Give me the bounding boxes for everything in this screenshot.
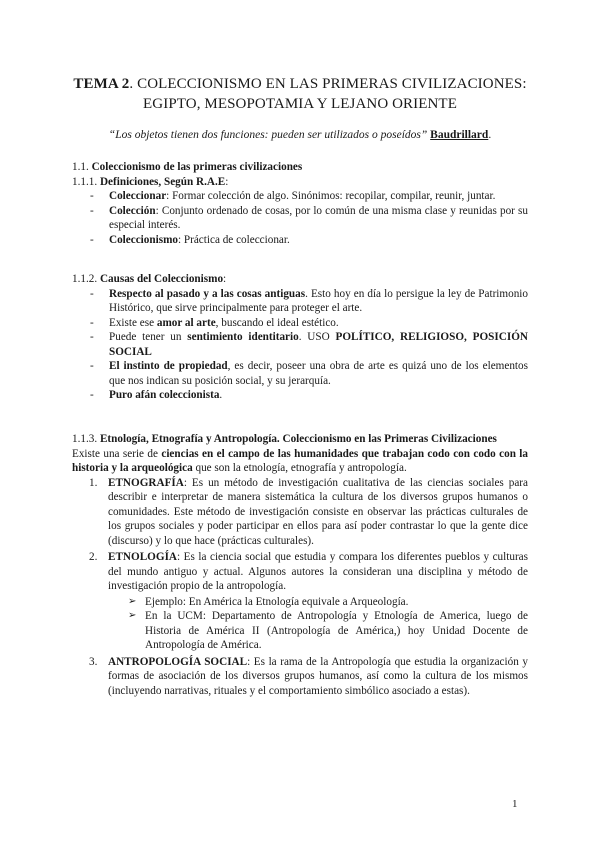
list-item: [72, 655, 528, 699]
cause-bold: Puro afán coleccionista: [109, 389, 220, 401]
cause-text: . Esto hoy en día lo persigue la ley de Patrimonio Histórico, que sirve principalmente para proteger el arte.: [109, 287, 528, 314]
cause-text: . USO: [298, 331, 336, 343]
def-term: Coleccionismo: [109, 233, 178, 246]
def-term: Coleccionar: [109, 190, 167, 202]
science-text: : Es la rama de la Antropología que estudia la organización y formas de asociación de los diversos grupos humanos, así como la cultura de los mismos (incluyendo narrativas, rituales y el comportamiento simbólico asociado a estas).: [108, 655, 528, 697]
arrow-bullet-icon: ➢: [128, 595, 137, 607]
item-number: 3.: [89, 655, 98, 668]
science-text: : Es un método de investigación cualitativa de las ciencias sociales para describir e interpretar de manera sistemática la cultura de los diversos grupos humanos o comunidades. Este método de investigación consiste en observar las prácticas culturales de los grupos sociales y poder participar en ellos para así poder contrastar lo que la gente dice (discurso) y lo que hace (prácticas culturales).: [108, 476, 528, 547]
heading-1-1-num: 1.1.: [72, 161, 92, 173]
causes-list: [72, 287, 528, 403]
heading-1-1-title: Coleccionismo de las primeras civilizaciones: [91, 161, 303, 173]
cause-text: Puede tener un: [109, 331, 188, 343]
science-text: : Es la ciencia social que estudia y compara los diferentes pueblos y culturas del mundo antiguo y actual. Algunos autores la consideran una disciplina y método de investigación propio de la antropología.: [108, 551, 528, 592]
def-text: : Formar colección de algo. Sinónimos: recopilar, compilar, reunir, juntar.: [166, 190, 496, 202]
epigraph-quote: [60, 128, 540, 143]
arrow-bullet-icon: ➢: [128, 610, 137, 621]
science-term: ETNOLOGÍA: [108, 551, 178, 563]
heading-1-1-2: [72, 272, 528, 287]
heading-1-1-3-num: 1.1.3.: [72, 433, 100, 445]
heading-1-1-2-end: :: [223, 273, 227, 285]
list-item: [72, 550, 528, 653]
list-item: [72, 233, 528, 248]
section-sciences: [72, 432, 528, 700]
heading-1-1-2-title: Causas del Coleccionismo: [99, 273, 224, 285]
subpoint-text: En la UCM: Departamento de Antropología y Etnología de America, luego de Historia de América II (Antropología de América,) hoy Unidad Docente de Antropología de América.: [145, 610, 528, 651]
def-term: Colección: [109, 204, 156, 217]
list-item: [72, 204, 528, 233]
subpoint-text: Ejemplo: En América la Etnología equivale a Arqueología.: [145, 595, 409, 608]
cause-text: Existe ese: [109, 316, 157, 329]
quote-end: .: [488, 129, 492, 141]
heading-1-1-1-end: :: [225, 175, 229, 188]
cause-text: , buscando el ideal estético.: [215, 316, 339, 329]
intro-post: que son la etnología, etnografía y antropología.: [192, 462, 407, 474]
title-line2: EGIPTO, MESOPOTAMIA Y LEJANO ORIENTE: [143, 96, 457, 112]
subpoints-list: [128, 595, 528, 653]
def-text: : Conjunto ordenado de cosas, por lo común de una misma clase y reunidas por su especial interés.: [109, 204, 528, 231]
cause-bold: amor al arte: [156, 316, 216, 329]
cause-text: , es decir, poseer una obra de arte es quizá uno de los elementos que nos indican su posición social, y su jerarquía.: [109, 360, 528, 387]
cause-text: .: [219, 389, 223, 401]
list-item: [72, 316, 528, 331]
title-rest: . COLECCIONISMO EN LAS PRIMERAS CIVILIZACIONES:: [129, 76, 527, 92]
heading-1-1-1-num: 1.1.1.: [72, 175, 100, 188]
intro-pre: Existe una serie de: [72, 447, 162, 460]
list-item: [128, 595, 528, 610]
quote-text: “Los objetos tienen dos funciones: pueden ser utilizados o poseídos”: [108, 129, 428, 141]
title-tema: TEMA 2: [73, 76, 130, 92]
sciences-list: [72, 476, 528, 699]
def-text: : Práctica de coleccionar.: [177, 233, 290, 246]
page-number: 1: [512, 798, 518, 810]
intro-bold: ciencias en el campo de las humanidades que trabajan codo con codo con la historia y la arqueológica: [72, 447, 529, 474]
science-term: ANTROPOLOGÍA SOCIAL: [108, 655, 248, 668]
cause-bold: POLÍTICO, RELIGIOSO, POSICIÓN SOCIAL: [109, 331, 528, 358]
heading-1-1-2-num: 1.1.2.: [72, 273, 100, 285]
heading-1-1-1-title: Definiciones, Según R.A.E: [99, 175, 226, 188]
list-item: [72, 330, 528, 359]
list-item: [72, 476, 528, 549]
document-title: [40, 74, 560, 114]
heading-1-1-3-title: Etnología, Etnografía y Antropología. Coleccionismo en las Primeras Civilizaciones: [99, 433, 497, 445]
list-item: [72, 287, 528, 316]
section-definitions: [72, 160, 528, 247]
list-item: [128, 609, 528, 653]
definitions-list: [72, 189, 528, 247]
science-term: ETNOGRAFÍA: [108, 476, 184, 489]
heading-1-1: [72, 160, 528, 175]
cause-bold: El instinto de propiedad: [109, 360, 228, 372]
quote-author: Baudrillard: [430, 129, 489, 141]
heading-1-1-3: [72, 432, 528, 447]
heading-1-1-1: [72, 175, 528, 190]
list-item: [72, 189, 528, 204]
list-item: [72, 359, 528, 388]
cause-bold: sentimiento identitario: [187, 331, 299, 343]
item-number: 1.: [89, 476, 98, 489]
intro-paragraph: [72, 447, 528, 476]
item-number: 2.: [89, 551, 98, 563]
section-causes: [72, 272, 528, 403]
cause-bold: Respecto al pasado y a las cosas antiguas: [109, 287, 306, 300]
list-item: [72, 388, 528, 403]
